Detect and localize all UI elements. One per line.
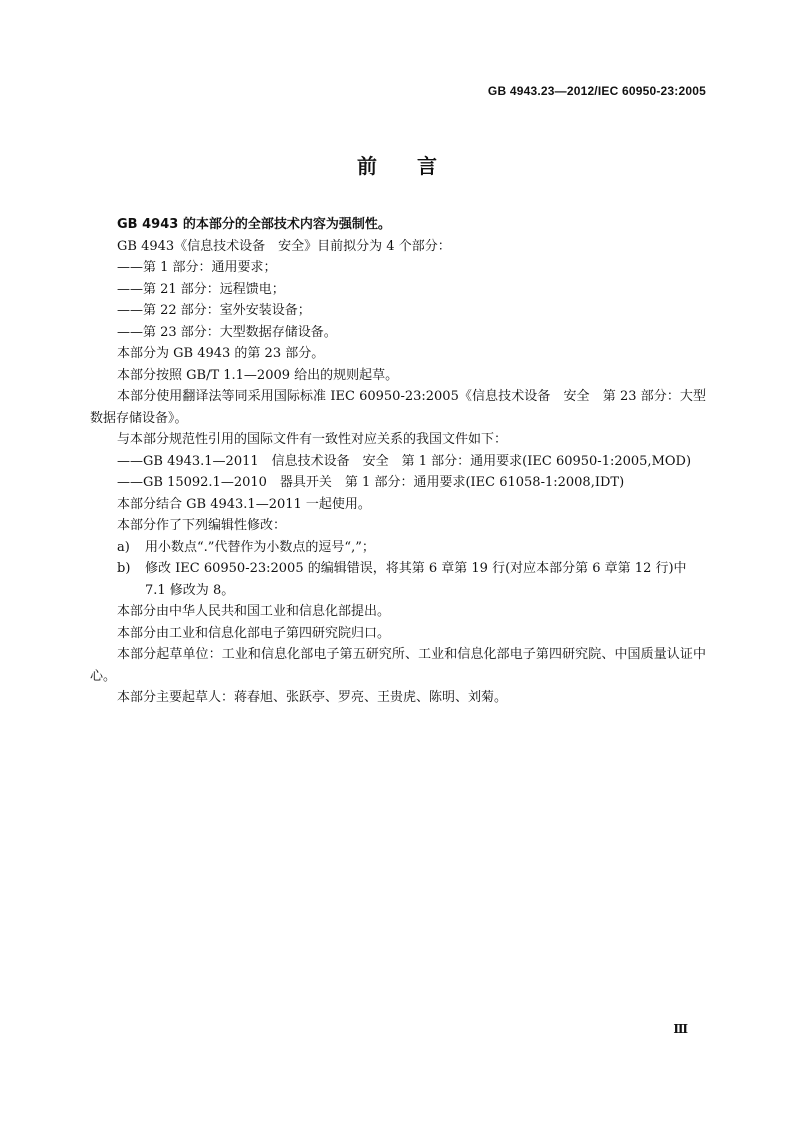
list-label: b) (117, 561, 131, 576)
paragraph: 本部分起草单位：工业和信息化部电子第五研究所、工业和信息化部电子第四研究院、中国质量认证中心。 (90, 647, 706, 684)
reference-list-item: ——GB 15092.1—2010 器具开关 第 1 部分：通用要求(IEC 61058-1:2008,IDT) (117, 475, 625, 490)
edit-list-item (90, 537, 706, 559)
paragraph: GB 4943《信息技术设备 安全》目前拟分为 4 个部分： (117, 238, 451, 254)
mandatory-statement: GB 4943 的本部分的全部技术内容为强制性。 (117, 217, 391, 232)
part-list-item: ——第 23 部分：大型数据存储设备。 (117, 324, 337, 340)
foreword-body (90, 214, 706, 709)
paragraph: 本部分使用翻译法等同采用国际标准 IEC 60950-23:2005《信息技术设备 安全 第 23 部分：大型数据存储设备》。 (90, 389, 706, 426)
paragraph: 本部分由中华人民共和国工业和信息化部提出。 (117, 604, 391, 619)
paragraph: 本部分结合 GB 4943.1—2011 一起使用。 (117, 496, 371, 512)
list-text: 用小数点“.”代替作为小数点的逗号“,”； (145, 539, 375, 555)
page-number: Ⅲ (673, 1022, 688, 1036)
paragraph: 本部分由工业和信息化部电子第四研究院归口。 (117, 625, 391, 641)
reference-list-item: ——GB 4943.1—2011 信息技术设备 安全 第 1 部分：通用要求(IEC 60950-1:2005,MOD) (117, 453, 692, 469)
list-label: a) (117, 539, 130, 555)
paragraph: 与本部分规范性引用的国际文件有一致性对应关系的我国文件如下： (117, 432, 508, 447)
paragraph: 本部分为 GB 4943 的第 23 部分。 (117, 346, 325, 361)
edit-list-item (90, 558, 706, 601)
part-list-item: ——第 21 部分：远程馈电； (117, 281, 285, 297)
part-list-item: ——第 22 部分：室外安装设备； (117, 303, 311, 318)
list-text: 修改 IEC 60950-23:2005 的编辑错误，将其第 6 章第 19 行(对应本部分第 6 章第 12 行)中 7.1 修改为 8。 (145, 561, 687, 598)
paragraph: 本部分按照 GB/T 1.1—2009 给出的规则起草。 (117, 367, 399, 383)
standard-code-header: GB 4943.23—2012/IEC 60950-23:2005 (487, 84, 706, 98)
paragraph: 本部分主要起草人：蒋春旭、张跃亭、罗亮、王贵虎、陈明、刘菊。 (117, 690, 508, 705)
page-title: 前言 (357, 154, 477, 178)
paragraph: 本部分作了下列编辑性修改： (117, 518, 287, 533)
part-list-item: ——第 1 部分：通用要求； (117, 260, 277, 275)
